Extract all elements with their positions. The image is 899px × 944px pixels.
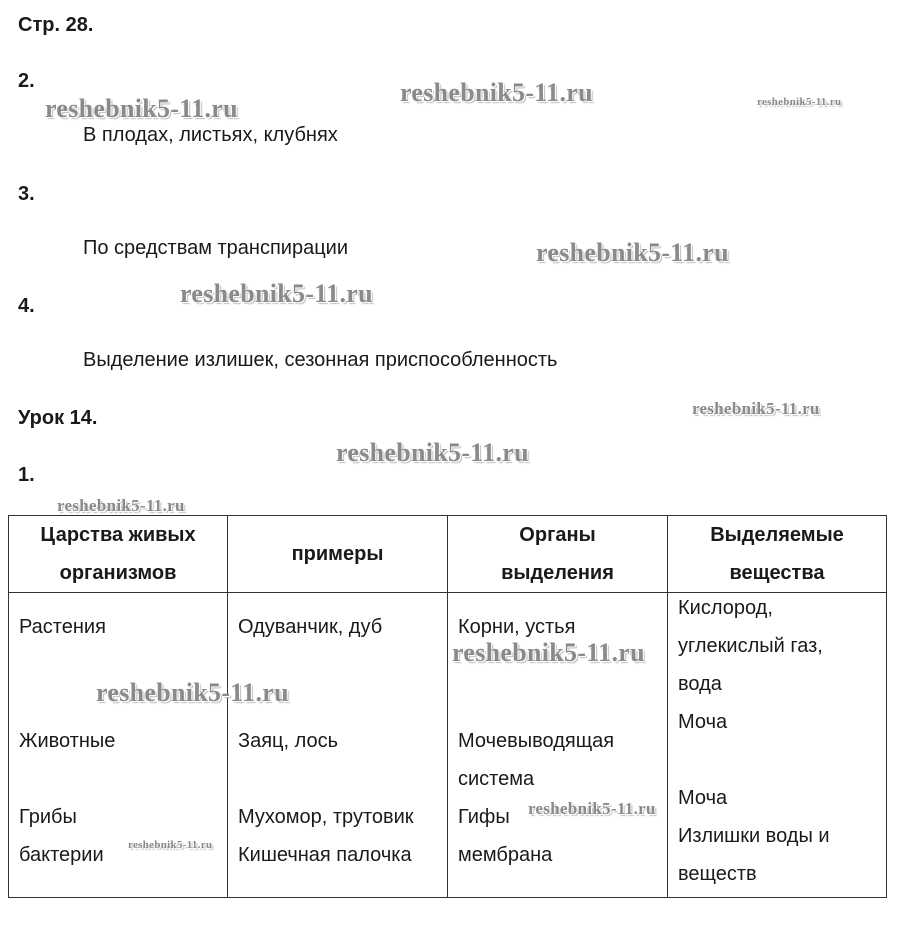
cell-line: Корни, устья [458, 616, 576, 638]
item-answer: В плодах, листьях, клубнях [83, 124, 338, 146]
cell-line: Заяц, лось [238, 730, 339, 752]
cell-line: вода [678, 673, 722, 695]
watermark: reshebnik5-11.ru [400, 78, 593, 107]
cell-line: Моча [678, 711, 728, 733]
cell-line: система [458, 768, 535, 790]
header-line: Выделяемые [710, 524, 844, 546]
watermark: reshebnik5-11.ru [57, 496, 185, 515]
watermark: reshebnik5-11.ru [128, 839, 213, 851]
header-line: Органы [519, 524, 596, 546]
cell-line: Кишечная палочка [238, 844, 412, 866]
header-line: вещества [729, 562, 825, 584]
column-header [228, 516, 448, 593]
cell-line: Излишки воды и [678, 825, 830, 847]
header-line: Царства живых [40, 524, 196, 546]
item-answer: Выделение излишек, сезонная приспособленность [83, 349, 558, 371]
cell-line: мембрана [458, 844, 553, 866]
cell-line: Кислород, [678, 597, 773, 619]
task-number: 1. [18, 464, 35, 486]
lesson-title: Урок 14. [18, 407, 98, 429]
watermark: reshebnik5-11.ru [336, 438, 529, 467]
header-line: организмов [59, 562, 177, 584]
watermark: reshebnik5-11.ru [45, 94, 238, 123]
cell-line: Гифы [458, 806, 510, 828]
item-number: 2. [18, 70, 35, 92]
watermark: reshebnik5-11.ru [452, 638, 645, 667]
table-row [9, 593, 887, 898]
watermark: reshebnik5-11.ru [180, 279, 373, 308]
column-header [668, 516, 887, 593]
watermark: reshebnik5-11.ru [536, 238, 729, 267]
watermark: reshebnik5-11.ru [692, 399, 820, 418]
header-line: выделения [501, 562, 614, 584]
substances-cell [668, 593, 887, 898]
cell-line: Животные [19, 730, 116, 752]
cell-line: Растения [19, 616, 106, 638]
watermark: reshebnik5-11.ru [96, 678, 289, 707]
examples-cell [228, 593, 448, 898]
cell-line: Мочевыводящая [458, 730, 615, 752]
cell-line: углекислый газ, [678, 635, 823, 657]
cell-line: веществ [678, 863, 757, 885]
cell-line: Одуванчик, дуб [238, 616, 383, 638]
page-header: Стр. 28. [18, 14, 94, 36]
cell-line: Грибы [19, 806, 77, 828]
table-header-row [9, 516, 887, 593]
watermark: reshebnik5-11.ru [528, 799, 656, 818]
column-header [448, 516, 668, 593]
cell-line: Мухомор, трутовик [238, 806, 414, 828]
item-number: 4. [18, 295, 35, 317]
item-number: 3. [18, 183, 35, 205]
column-header [9, 516, 228, 593]
item-answer: По средствам транспирации [83, 237, 349, 259]
cell-line: Моча [678, 787, 728, 809]
watermark: reshebnik5-11.ru [757, 96, 842, 108]
cell-line: бактерии [19, 844, 104, 866]
kingdom-cell [9, 593, 228, 898]
header-line: примеры [291, 543, 384, 565]
